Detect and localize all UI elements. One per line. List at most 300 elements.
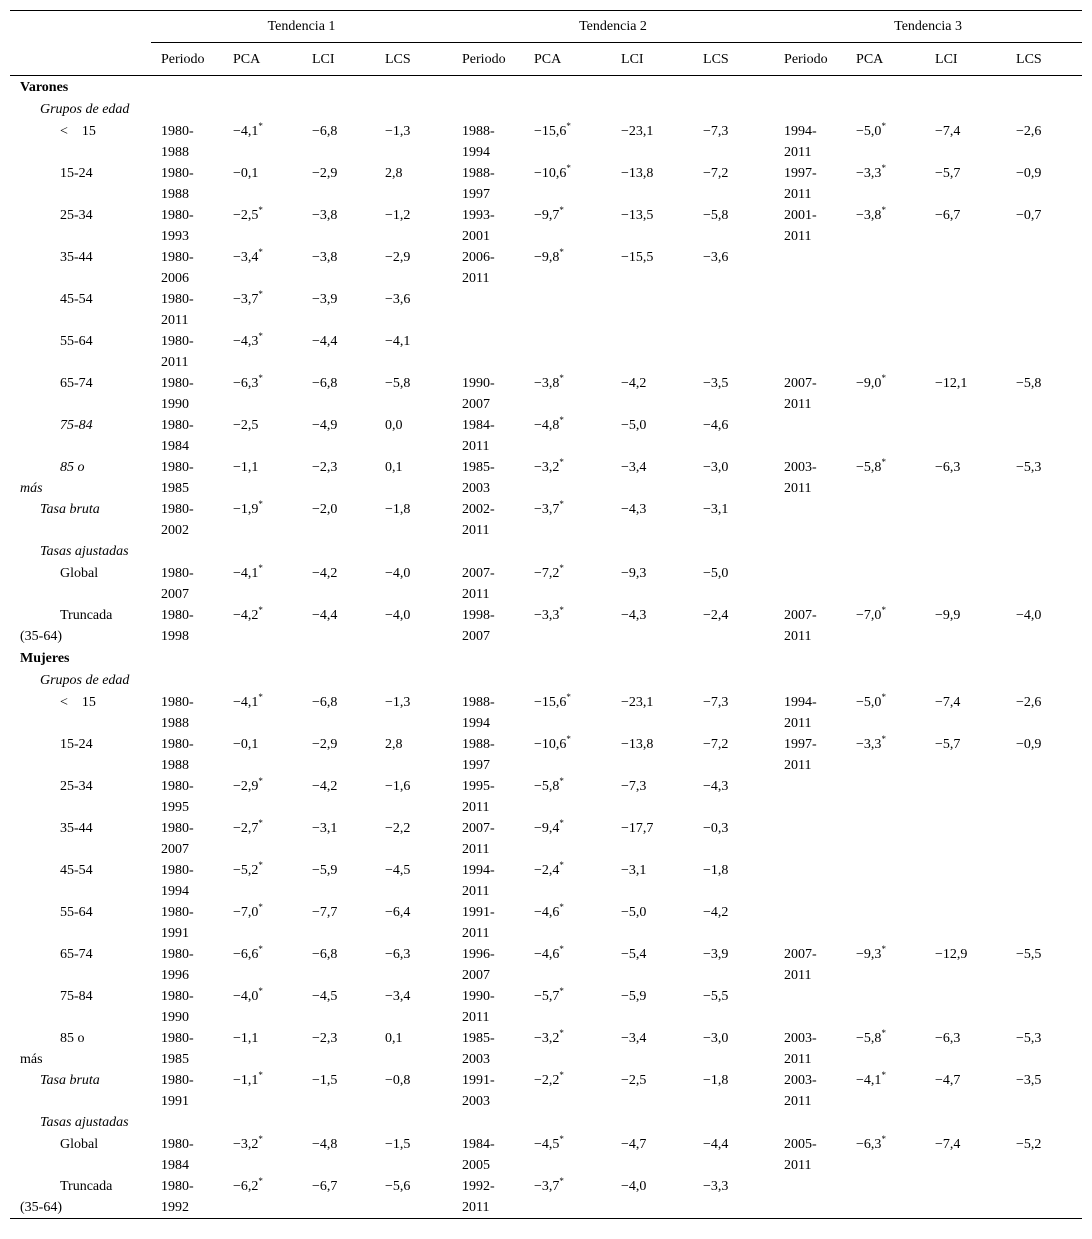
col-header: LCI — [615, 43, 697, 76]
row-label — [10, 499, 151, 541]
lci-value: −2,3 — [312, 1031, 338, 1046]
pca-cell — [850, 902, 929, 944]
lcs-value: 2,8 — [385, 166, 403, 181]
table-row — [10, 986, 1082, 1028]
row-label — [10, 818, 151, 860]
lcs-value: −2,6 — [1016, 695, 1042, 710]
pca-cell — [528, 692, 615, 734]
period-value: 1980- — [161, 905, 194, 920]
period-value: 2007- — [784, 376, 817, 391]
lcs-value: −7,2 — [703, 737, 729, 752]
pca-cell — [528, 289, 615, 331]
pca-cell — [227, 692, 306, 734]
lcs-value — [1010, 902, 1082, 944]
pca-value: −5,7 — [534, 989, 560, 1004]
period-cell — [151, 247, 227, 289]
significance-mark: * — [881, 1070, 886, 1080]
row-label — [10, 776, 151, 818]
period-cell — [151, 331, 227, 373]
lci-value: −4,2 — [312, 566, 338, 581]
period-value: 2007- — [784, 947, 817, 962]
period-cell — [452, 163, 528, 205]
row-label — [10, 289, 151, 331]
lcs-value — [697, 331, 774, 373]
row-label — [10, 734, 151, 776]
lci-value: −4,4 — [312, 608, 338, 623]
pca-cell — [528, 986, 615, 1028]
col-header: LCI — [929, 43, 1010, 76]
lcs-value: 2,8 — [385, 737, 403, 752]
row-label — [10, 163, 151, 205]
lci-value: −3,1 — [312, 821, 338, 836]
period-value: 1980- — [161, 376, 194, 391]
period-value: 1988- — [462, 124, 495, 139]
lcs-value — [1010, 776, 1082, 818]
row-label — [10, 563, 151, 605]
period-cell — [452, 289, 528, 331]
period-cell — [151, 734, 227, 776]
lci-value: −7,4 — [935, 124, 961, 139]
table-row — [10, 605, 1082, 647]
lci-value: −23,1 — [621, 124, 654, 139]
period-value-end: 2011 — [462, 1010, 490, 1025]
period-value: 1984- — [462, 418, 495, 433]
subsection-title: Grupos de edad — [40, 673, 130, 688]
significance-mark: * — [559, 776, 564, 786]
pca-value: −6,6 — [233, 947, 259, 962]
subsection-title: Tasas ajustadas — [40, 1115, 129, 1130]
table-row — [10, 1134, 1082, 1176]
lcs-value: −5,5 — [1016, 947, 1042, 962]
period-value-end: 1988 — [161, 187, 189, 202]
subsection-title: Tasas ajustadas — [40, 544, 129, 559]
lci-value: −3,4 — [621, 1031, 647, 1046]
pca-value: −9,8 — [534, 250, 560, 265]
lci-value — [929, 289, 1010, 331]
period-value: 1994- — [784, 695, 817, 710]
row-label-text: 85 o — [60, 460, 85, 475]
lci-value: −3,9 — [312, 292, 338, 307]
lci-value: −4,7 — [935, 1073, 961, 1088]
pca-value: −3,3 — [856, 166, 882, 181]
period-value-end: 2011 — [462, 587, 490, 602]
period-cell — [452, 205, 528, 247]
pca-cell — [227, 331, 306, 373]
period-value: 2007- — [462, 566, 495, 581]
pca-cell — [528, 734, 615, 776]
row-label-text-continued: más — [20, 481, 43, 496]
lci-value: −2,9 — [312, 166, 338, 181]
period-cell — [452, 944, 528, 986]
significance-mark: * — [559, 563, 564, 573]
period-value-end: 2007 — [161, 587, 189, 602]
pca-value: −6,3 — [856, 1137, 882, 1152]
pca-cell — [227, 1070, 306, 1112]
period-value: 1991- — [462, 905, 495, 920]
pca-cell — [850, 499, 929, 541]
period-cell — [452, 1176, 528, 1219]
period-value-end: 2011 — [784, 1052, 812, 1067]
period-cell — [452, 457, 528, 499]
period-cell — [774, 1176, 850, 1219]
period-value: 1988- — [462, 737, 495, 752]
period-cell — [452, 331, 528, 373]
row-label — [10, 902, 151, 944]
lci-value: −4,4 — [312, 334, 338, 349]
lcs-value: −3,4 — [385, 989, 411, 1004]
period-value-end: 1990 — [161, 397, 189, 412]
lci-value — [929, 902, 1010, 944]
col-header: PCA — [850, 43, 929, 76]
period-value: 1980- — [161, 502, 194, 517]
pca-cell — [227, 776, 306, 818]
lci-value: −7,3 — [621, 779, 647, 794]
pca-value: −3,3 — [534, 608, 560, 623]
row-label-text: 55-64 — [60, 334, 93, 349]
period-value: 1980- — [161, 418, 194, 433]
period-value: 1980- — [161, 863, 194, 878]
lci-value — [929, 1176, 1010, 1219]
pca-value: −4,1 — [856, 1073, 882, 1088]
period-cell — [452, 818, 528, 860]
period-value: 1991- — [462, 1073, 495, 1088]
significance-mark: * — [559, 986, 564, 996]
pca-value: −1,9 — [233, 502, 259, 517]
pca-cell — [227, 247, 306, 289]
period-value: 1980- — [161, 947, 194, 962]
period-cell — [774, 373, 850, 415]
row-label — [10, 860, 151, 902]
pca-cell — [528, 373, 615, 415]
pca-cell — [528, 205, 615, 247]
period-value: 1980- — [161, 292, 194, 307]
row-label-text: 75-84 — [60, 989, 93, 1004]
lci-value — [929, 563, 1010, 605]
significance-mark: * — [559, 1176, 564, 1186]
pca-cell — [528, 563, 615, 605]
significance-mark: * — [881, 457, 886, 467]
lcs-value: −4,3 — [703, 779, 729, 794]
significance-mark: * — [566, 163, 571, 173]
pca-cell — [227, 734, 306, 776]
pca-value: −9,7 — [534, 208, 560, 223]
period-cell — [774, 247, 850, 289]
period-value: 1980- — [161, 1179, 194, 1194]
significance-mark: * — [258, 373, 263, 383]
period-cell — [151, 776, 227, 818]
period-value-end: 1985 — [161, 1052, 189, 1067]
significance-mark: * — [258, 205, 263, 215]
row-label-text: < 15 — [60, 695, 96, 710]
period-value: 1997- — [784, 166, 817, 181]
significance-mark: * — [258, 331, 263, 341]
significance-mark: * — [881, 1134, 886, 1144]
lci-value: −5,0 — [621, 418, 647, 433]
period-value-end: 2011 — [784, 187, 812, 202]
pca-value: −4,1 — [233, 566, 259, 581]
table-row — [10, 499, 1082, 541]
row-label-text: 35-44 — [60, 821, 93, 836]
lci-value: −4,2 — [312, 779, 338, 794]
row-label — [10, 373, 151, 415]
period-value-end: 1998 — [161, 629, 189, 644]
lcs-value: 0,1 — [385, 1031, 403, 1046]
lcs-value: −3,5 — [1016, 1073, 1042, 1088]
lcs-value: −5,8 — [385, 376, 411, 391]
col-header: Periodo — [151, 43, 227, 76]
lcs-value: −1,5 — [385, 1137, 411, 1152]
lcs-value: −1,8 — [703, 863, 729, 878]
period-value-end: 2003 — [462, 1052, 491, 1067]
row-label-text: 15-24 — [60, 737, 93, 752]
lci-value: −6,7 — [935, 208, 961, 223]
lci-value — [929, 331, 1010, 373]
lcs-value — [1010, 289, 1082, 331]
table-row — [10, 415, 1082, 457]
row-label-text: 15-24 — [60, 166, 93, 181]
period-cell — [151, 1176, 227, 1219]
period-cell — [151, 1028, 227, 1070]
significance-mark: * — [258, 499, 263, 509]
lcs-value: −4,1 — [385, 334, 411, 349]
row-label-text-continued: (35-64) — [20, 629, 62, 644]
significance-mark: * — [881, 1028, 886, 1038]
lcs-value: −2,9 — [385, 250, 411, 265]
significance-mark: * — [258, 902, 263, 912]
row-label-text: Tasa bruta — [40, 1073, 100, 1088]
table-row — [10, 163, 1082, 205]
period-value-end: 2011 — [462, 1200, 490, 1215]
lci-value: −7,4 — [935, 695, 961, 710]
lcs-value — [697, 289, 774, 331]
table-row — [10, 818, 1082, 860]
col-header: Periodo — [774, 43, 850, 76]
pca-value: −0,1 — [233, 166, 259, 181]
lci-value — [929, 818, 1010, 860]
lcs-value — [1010, 563, 1082, 605]
lci-value: −4,5 — [312, 989, 338, 1004]
lcs-value: 0,0 — [385, 418, 403, 433]
pca-value: −10,6 — [534, 737, 567, 752]
period-value: 1980- — [161, 779, 194, 794]
group-header-tendencia-2: Tendencia 2 — [452, 11, 774, 43]
pca-cell — [850, 289, 929, 331]
significance-mark: * — [559, 1134, 564, 1144]
pca-cell — [528, 818, 615, 860]
pca-cell — [850, 734, 929, 776]
period-value: 1980- — [161, 124, 194, 139]
lcs-value: 0,1 — [385, 460, 403, 475]
pca-value: −0,1 — [233, 737, 259, 752]
significance-mark: * — [559, 415, 564, 425]
trend-table — [10, 10, 1082, 1219]
lcs-value — [1010, 499, 1082, 541]
row-label-text: 25-34 — [60, 208, 93, 223]
period-value-end: 1988 — [161, 145, 189, 160]
pca-cell — [227, 902, 306, 944]
pca-value: −15,6 — [534, 124, 567, 139]
period-value: 1988- — [462, 695, 495, 710]
period-value-end: 1988 — [161, 758, 189, 773]
row-label-text-continued: más — [20, 1052, 43, 1067]
significance-mark: * — [881, 605, 886, 615]
lcs-value: −1,8 — [703, 1073, 729, 1088]
period-value: 1980- — [161, 334, 194, 349]
pca-cell — [850, 860, 929, 902]
row-label — [10, 457, 151, 499]
significance-mark: * — [258, 986, 263, 996]
period-value-end: 2011 — [784, 629, 812, 644]
pca-cell — [528, 457, 615, 499]
lci-value: −1,5 — [312, 1073, 338, 1088]
period-value-end: 2011 — [462, 800, 490, 815]
row-label — [10, 247, 151, 289]
lci-value: −3,8 — [312, 250, 338, 265]
lcs-value: −7,2 — [703, 166, 729, 181]
period-value-end: 2011 — [784, 968, 812, 983]
lci-value: −9,3 — [621, 566, 647, 581]
pca-value: −3,7 — [233, 292, 259, 307]
lci-value: −4,2 — [621, 376, 647, 391]
period-cell — [452, 499, 528, 541]
period-cell — [452, 692, 528, 734]
lci-value: −4,3 — [621, 608, 647, 623]
period-cell — [774, 163, 850, 205]
col-header: PCA — [227, 43, 306, 76]
significance-mark: * — [258, 289, 263, 299]
pca-value: −4,8 — [534, 418, 560, 433]
significance-mark: * — [559, 499, 564, 509]
lci-value: −5,4 — [621, 947, 647, 962]
subsection-row — [10, 1112, 1082, 1134]
lcs-value: −5,3 — [1016, 460, 1042, 475]
lci-value: −13,8 — [621, 737, 654, 752]
row-label-text: Global — [60, 1137, 99, 1152]
period-cell — [151, 902, 227, 944]
table-row — [10, 944, 1082, 986]
subsection-row — [10, 99, 1082, 121]
pca-value: −4,0 — [233, 989, 259, 1004]
row-label-text: 25-34 — [60, 779, 93, 794]
lcs-value: −1,2 — [385, 208, 411, 223]
significance-mark: * — [559, 605, 564, 615]
lci-value: −6,8 — [312, 695, 338, 710]
lci-value: −6,8 — [312, 376, 338, 391]
pca-cell — [528, 605, 615, 647]
row-label — [10, 605, 151, 647]
lcs-value — [1010, 860, 1082, 902]
period-value-end: 2007 — [462, 629, 491, 644]
lci-value — [615, 289, 697, 331]
pca-value: −1,1 — [233, 1031, 259, 1046]
pca-cell — [227, 1028, 306, 1070]
period-value-end: 2011 — [784, 1094, 812, 1109]
significance-mark: * — [559, 373, 564, 383]
row-label — [10, 1176, 151, 1219]
pca-cell — [528, 944, 615, 986]
row-label-text: 65-74 — [60, 947, 93, 962]
row-label-text: 85 o — [60, 1031, 85, 1046]
lcs-value: −3,1 — [703, 502, 729, 517]
pca-cell — [528, 247, 615, 289]
period-value: 2002- — [462, 502, 495, 517]
period-cell — [452, 415, 528, 457]
period-cell — [774, 415, 850, 457]
period-cell — [151, 860, 227, 902]
period-value: 2001- — [784, 208, 817, 223]
pca-value: −2,5 — [233, 418, 259, 433]
period-cell — [452, 1134, 528, 1176]
period-value: 2003- — [784, 1031, 817, 1046]
period-cell — [774, 860, 850, 902]
lcs-value: −3,9 — [703, 947, 729, 962]
lci-value — [929, 860, 1010, 902]
row-label-text: 55-64 — [60, 905, 93, 920]
period-value-end: 1993 — [161, 229, 189, 244]
pca-cell — [528, 1070, 615, 1112]
pca-cell — [850, 818, 929, 860]
period-cell — [151, 692, 227, 734]
period-cell — [774, 818, 850, 860]
lcs-value: −1,3 — [385, 695, 411, 710]
lcs-value: −3,6 — [385, 292, 411, 307]
period-cell — [151, 1134, 227, 1176]
pca-value: −4,2 — [233, 608, 259, 623]
lci-value: −2,3 — [312, 460, 338, 475]
row-label-text: 45-54 — [60, 863, 93, 878]
pca-cell — [227, 986, 306, 1028]
pca-cell — [227, 121, 306, 163]
pca-cell — [227, 605, 306, 647]
lci-value — [929, 499, 1010, 541]
group-header-tendencia-3: Tendencia 3 — [774, 11, 1082, 43]
significance-mark: * — [258, 1176, 263, 1186]
significance-mark: * — [258, 860, 263, 870]
pca-value: −5,8 — [856, 1031, 882, 1046]
lcs-value: −3,0 — [703, 1031, 729, 1046]
period-value: 1980- — [161, 460, 194, 475]
lci-value: −4,3 — [621, 502, 647, 517]
lcs-value: −5,8 — [703, 208, 729, 223]
period-cell — [452, 563, 528, 605]
table-row — [10, 373, 1082, 415]
col-header: LCS — [379, 43, 452, 76]
pca-cell — [227, 860, 306, 902]
pca-value: −6,3 — [233, 376, 259, 391]
lcs-value: −5,6 — [385, 1179, 411, 1194]
group-header-tendencia-1: Tendencia 1 — [151, 11, 452, 43]
pca-value: −7,0 — [233, 905, 259, 920]
lcs-value: −6,3 — [385, 947, 411, 962]
significance-mark: * — [881, 373, 886, 383]
period-cell — [774, 457, 850, 499]
lci-value: −12,9 — [935, 947, 968, 962]
lcs-value: −1,3 — [385, 124, 411, 139]
period-cell — [151, 121, 227, 163]
period-value: 1993- — [462, 208, 495, 223]
period-cell — [151, 986, 227, 1028]
table-row — [10, 121, 1082, 163]
row-label — [10, 944, 151, 986]
significance-mark: * — [881, 692, 886, 702]
lci-value — [929, 415, 1010, 457]
lcs-value: −3,5 — [703, 376, 729, 391]
lci-value: −5,7 — [935, 737, 961, 752]
period-value-end: 2011 — [462, 884, 490, 899]
row-label-text: 45-54 — [60, 292, 93, 307]
period-value: 1980- — [161, 1031, 194, 1046]
period-value-end: 2011 — [784, 145, 812, 160]
